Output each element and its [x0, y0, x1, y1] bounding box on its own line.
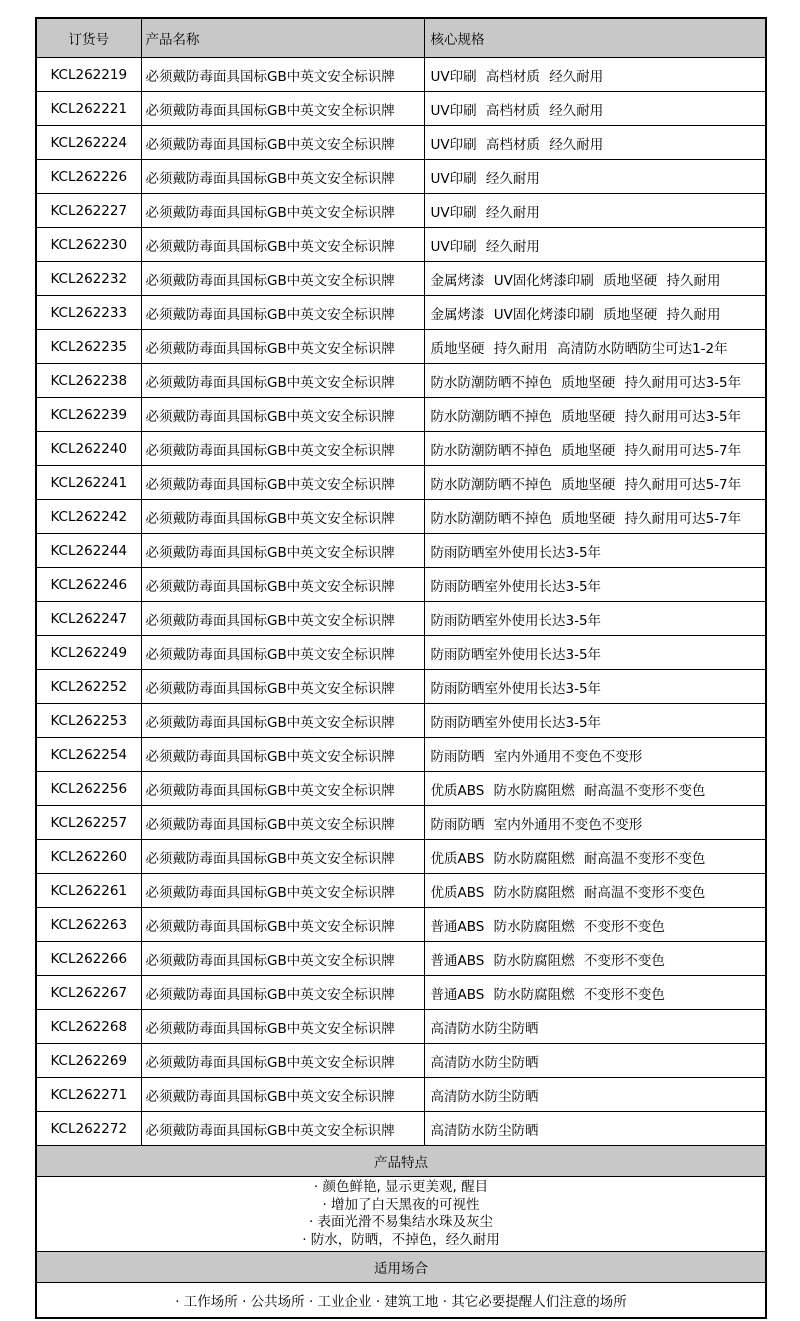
table-row [36, 942, 766, 976]
table-row [36, 568, 766, 602]
feature-line: · 表面光滑不易集结水珠及灰尘 [308, 1214, 494, 1230]
cell-core-spec: UV印刷 经久耐用 [424, 228, 766, 262]
cell-order-code: KCL262266 [36, 942, 141, 976]
cell-order-code: KCL262226 [36, 160, 141, 194]
cell-order-code: KCL262227 [36, 194, 141, 228]
cell-core-spec: 优质ABS 防水防腐阻燃 耐高温不变形不变色 [424, 840, 766, 874]
cell-core-spec: 高清防水防尘防晒 [424, 1010, 766, 1044]
cell-core-spec: UV印刷 高档材质 经久耐用 [424, 58, 766, 92]
cell-core-spec: 普通ABS 防水防腐阻燃 不变形不变色 [424, 908, 766, 942]
cell-core-spec: 防雨防晒室外使用长达3-5年 [424, 670, 766, 704]
cell-product-name: 必须戴防毒面具国标GB中英文安全标识牌 [141, 194, 424, 228]
cell-product-name: 必须戴防毒面具国标GB中英文安全标识牌 [141, 568, 424, 602]
cell-order-code: KCL262271 [36, 1078, 141, 1112]
cell-order-code: KCL262239 [36, 398, 141, 432]
table-row [36, 670, 766, 704]
cell-order-code: KCL262242 [36, 500, 141, 534]
venues-content: · 工作场所 · 公共场所 · 工业企业 · 建筑工地 · 其它必要提醒人们注意的场所 [36, 1283, 766, 1319]
table-row [36, 398, 766, 432]
cell-order-code: KCL262267 [36, 976, 141, 1010]
cell-core-spec: 高清防水防尘防晒 [424, 1078, 766, 1112]
cell-order-code: KCL262224 [36, 126, 141, 160]
cell-order-code: KCL262249 [36, 636, 141, 670]
table-row [36, 840, 766, 874]
cell-order-code: KCL262272 [36, 1112, 141, 1146]
header-product-name: 产品名称 [141, 18, 424, 58]
cell-product-name: 必须戴防毒面具国标GB中英文安全标识牌 [141, 704, 424, 738]
cell-order-code: KCL262269 [36, 1044, 141, 1078]
cell-product-name: 必须戴防毒面具国标GB中英文安全标识牌 [141, 1078, 424, 1112]
cell-core-spec: 防雨防晒室外使用长达3-5年 [424, 704, 766, 738]
header-core-spec: 核心规格 [424, 18, 766, 58]
table-row [36, 432, 766, 466]
table-row [36, 296, 766, 330]
table-row [36, 1044, 766, 1078]
table-row [36, 602, 766, 636]
cell-product-name: 必须戴防毒面具国标GB中英文安全标识牌 [141, 1112, 424, 1146]
cell-core-spec: 防水防潮防晒不掉色 质地坚硬 持久耐用可达5-7年 [424, 466, 766, 500]
cell-order-code: KCL262256 [36, 772, 141, 806]
cell-core-spec: UV印刷 经久耐用 [424, 194, 766, 228]
table-row [36, 636, 766, 670]
cell-core-spec: 优质ABS 防水防腐阻燃 耐高温不变形不变色 [424, 772, 766, 806]
cell-order-code: KCL262219 [36, 58, 141, 92]
table-row [36, 1112, 766, 1146]
table-row [36, 806, 766, 840]
cell-order-code: KCL262261 [36, 874, 141, 908]
table-row [36, 330, 766, 364]
table-row [36, 976, 766, 1010]
cell-core-spec: 防水防潮防晒不掉色 质地坚硬 持久耐用可达3-5年 [424, 364, 766, 398]
cell-product-name: 必须戴防毒面具国标GB中英文安全标识牌 [141, 398, 424, 432]
cell-order-code: KCL262244 [36, 534, 141, 568]
features-content-row [36, 1177, 766, 1252]
features-title: 产品特点 [36, 1146, 766, 1177]
cell-product-name: 必须戴防毒面具国标GB中英文安全标识牌 [141, 636, 424, 670]
cell-product-name: 必须戴防毒面具国标GB中英文安全标识牌 [141, 738, 424, 772]
cell-product-name: 必须戴防毒面具国标GB中英文安全标识牌 [141, 806, 424, 840]
cell-core-spec: 金属烤漆 UV固化烤漆印刷 质地坚硬 持久耐用 [424, 262, 766, 296]
cell-core-spec: 防雨防晒室外使用长达3-5年 [424, 534, 766, 568]
table-row [36, 364, 766, 398]
info-sections [36, 1146, 766, 1319]
cell-product-name: 必须戴防毒面具国标GB中英文安全标识牌 [141, 228, 424, 262]
cell-order-code: KCL262253 [36, 704, 141, 738]
cell-order-code: KCL262221 [36, 92, 141, 126]
table-row [36, 500, 766, 534]
cell-core-spec: 高清防水防尘防晒 [424, 1044, 766, 1078]
table-row [36, 160, 766, 194]
cell-core-spec: 防水防潮防晒不掉色 质地坚硬 持久耐用可达5-7年 [424, 432, 766, 466]
features-section-header [36, 1146, 766, 1177]
venues-section-header [36, 1252, 766, 1283]
cell-core-spec: 质地坚硬 持久耐用 高清防水防晒防尘可达1-2年 [424, 330, 766, 364]
product-spec-table [35, 17, 767, 1319]
cell-product-name: 必须戴防毒面具国标GB中英文安全标识牌 [141, 976, 424, 1010]
table-row [36, 1010, 766, 1044]
cell-product-name: 必须戴防毒面具国标GB中英文安全标识牌 [141, 1044, 424, 1078]
cell-core-spec: UV印刷 高档材质 经久耐用 [424, 126, 766, 160]
table-row [36, 58, 766, 92]
cell-product-name: 必须戴防毒面具国标GB中英文安全标识牌 [141, 874, 424, 908]
cell-product-name: 必须戴防毒面具国标GB中英文安全标识牌 [141, 772, 424, 806]
cell-core-spec: 普通ABS 防水防腐阻燃 不变形不变色 [424, 942, 766, 976]
header-order-code: 订货号 [36, 18, 141, 58]
table-row [36, 194, 766, 228]
cell-product-name: 必须戴防毒面具国标GB中英文安全标识牌 [141, 534, 424, 568]
table-row [36, 466, 766, 500]
header-row [36, 18, 766, 58]
feature-line: · 增加了白天黑夜的可视性 [322, 1196, 480, 1213]
table-row [36, 704, 766, 738]
cell-product-name: 必须戴防毒面具国标GB中英文安全标识牌 [141, 840, 424, 874]
table-row [36, 92, 766, 126]
venues-content-row [36, 1283, 766, 1319]
features-content [36, 1177, 766, 1252]
cell-product-name: 必须戴防毒面具国标GB中英文安全标识牌 [141, 602, 424, 636]
cell-core-spec: 防水防潮防晒不掉色 质地坚硬 持久耐用可达3-5年 [424, 398, 766, 432]
cell-product-name: 必须戴防毒面具国标GB中英文安全标识牌 [141, 908, 424, 942]
cell-order-code: KCL262268 [36, 1010, 141, 1044]
cell-product-name: 必须戴防毒面具国标GB中英文安全标识牌 [141, 500, 424, 534]
cell-core-spec: 金属烤漆 UV固化烤漆印刷 质地坚硬 持久耐用 [424, 296, 766, 330]
cell-product-name: 必须戴防毒面具国标GB中英文安全标识牌 [141, 296, 424, 330]
feature-line: · 防水，防晒，不掉色，经久耐用 [302, 1231, 500, 1248]
venues-title: 适用场合 [36, 1252, 766, 1283]
cell-core-spec: 防雨防晒室外使用长达3-5年 [424, 568, 766, 602]
cell-core-spec: UV印刷 经久耐用 [424, 160, 766, 194]
cell-core-spec: 防雨防晒 室内外通用不变色不变形 [424, 738, 766, 772]
cell-core-spec: UV印刷 高档材质 经久耐用 [424, 92, 766, 126]
cell-core-spec: 高清防水防尘防晒 [424, 1112, 766, 1146]
cell-product-name: 必须戴防毒面具国标GB中英文安全标识牌 [141, 160, 424, 194]
cell-product-name: 必须戴防毒面具国标GB中英文安全标识牌 [141, 364, 424, 398]
cell-order-code: KCL262238 [36, 364, 141, 398]
cell-core-spec: 普通ABS 防水防腐阻燃 不变形不变色 [424, 976, 766, 1010]
cell-order-code: KCL262233 [36, 296, 141, 330]
cell-order-code: KCL262235 [36, 330, 141, 364]
cell-product-name: 必须戴防毒面具国标GB中英文安全标识牌 [141, 330, 424, 364]
table-row [36, 1078, 766, 1112]
cell-order-code: KCL262252 [36, 670, 141, 704]
table-row [36, 772, 766, 806]
table-row [36, 874, 766, 908]
cell-product-name: 必须戴防毒面具国标GB中英文安全标识牌 [141, 262, 424, 296]
cell-order-code: KCL262232 [36, 262, 141, 296]
cell-product-name: 必须戴防毒面具国标GB中英文安全标识牌 [141, 92, 424, 126]
table-body [36, 58, 766, 1146]
cell-core-spec: 防水防潮防晒不掉色 质地坚硬 持久耐用可达5-7年 [424, 500, 766, 534]
table-row [36, 126, 766, 160]
cell-product-name: 必须戴防毒面具国标GB中英文安全标识牌 [141, 466, 424, 500]
cell-order-code: KCL262247 [36, 602, 141, 636]
cell-order-code: KCL262263 [36, 908, 141, 942]
table-row [36, 534, 766, 568]
cell-order-code: KCL262254 [36, 738, 141, 772]
table-header [36, 18, 766, 58]
cell-product-name: 必须戴防毒面具国标GB中英文安全标识牌 [141, 58, 424, 92]
cell-order-code: KCL262230 [36, 228, 141, 262]
cell-core-spec: 防雨防晒 室内外通用不变色不变形 [424, 806, 766, 840]
cell-order-code: KCL262260 [36, 840, 141, 874]
cell-product-name: 必须戴防毒面具国标GB中英文安全标识牌 [141, 1010, 424, 1044]
cell-product-name: 必须戴防毒面具国标GB中英文安全标识牌 [141, 432, 424, 466]
table-row [36, 908, 766, 942]
cell-order-code: KCL262240 [36, 432, 141, 466]
cell-product-name: 必须戴防毒面具国标GB中英文安全标识牌 [141, 942, 424, 976]
cell-product-name: 必须戴防毒面具国标GB中英文安全标识牌 [141, 670, 424, 704]
cell-order-code: KCL262257 [36, 806, 141, 840]
cell-core-spec: 优质ABS 防水防腐阻燃 耐高温不变形不变色 [424, 874, 766, 908]
table-row [36, 262, 766, 296]
cell-core-spec: 防雨防晒室外使用长达3-5年 [424, 602, 766, 636]
table-row [36, 738, 766, 772]
cell-order-code: KCL262241 [36, 466, 141, 500]
table-row [36, 228, 766, 262]
cell-core-spec: 防雨防晒室外使用长达3-5年 [424, 636, 766, 670]
cell-product-name: 必须戴防毒面具国标GB中英文安全标识牌 [141, 126, 424, 160]
feature-line: · 颜色鲜艳, 显示更美观, 醒目 [313, 1179, 489, 1195]
cell-order-code: KCL262246 [36, 568, 141, 602]
